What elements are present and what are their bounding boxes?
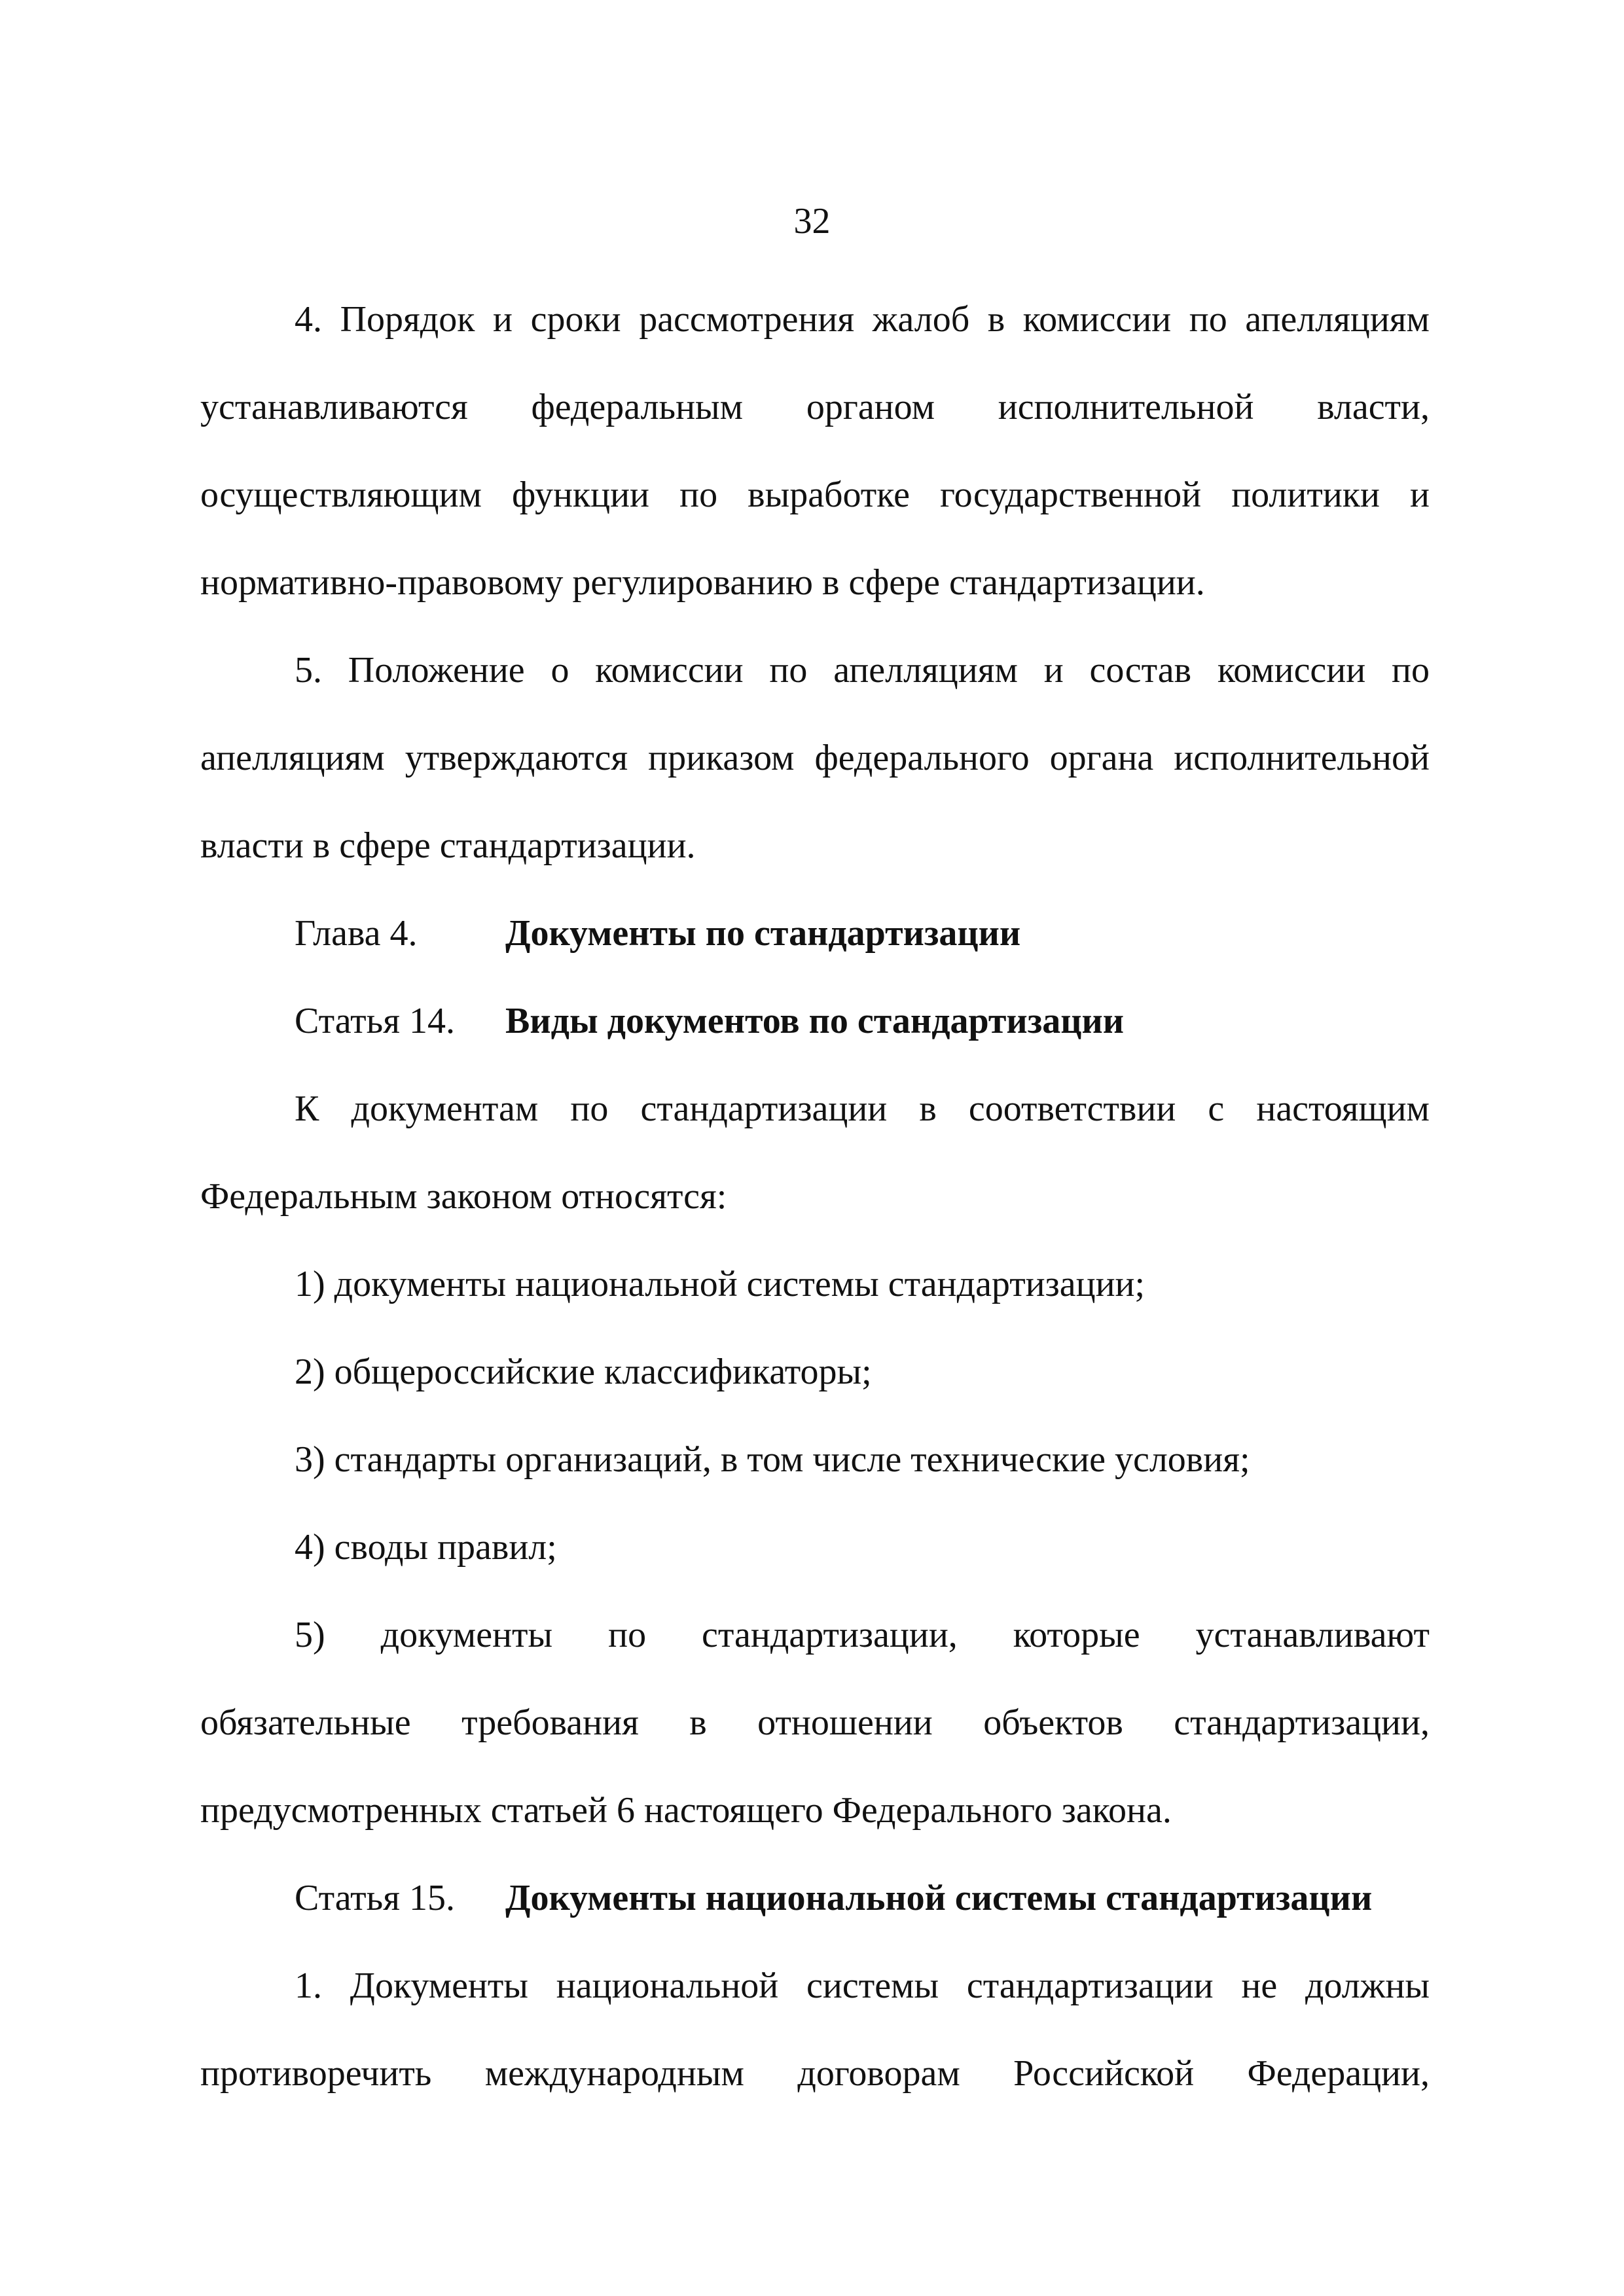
article-14-title: Виды документов по стандартизации [505,1001,1124,1041]
list-item-2: 2) общероссийские классификаторы; [295,1352,872,1392]
article-15-label: Статья 15. [295,1878,455,1918]
article-15-title: Документы национальной системы стандартизации [505,1878,1373,1918]
list-item-3: 3) стандарты организаций, в том числе технические условия; [295,1439,1250,1480]
paragraph-4-line-3: осуществляющим функции по выработке государственной политики и [200,475,1430,515]
list-item-4: 4) своды правил; [295,1527,557,1568]
article-15-heading [295,1872,1372,1924]
paragraph-5-line-2: апелляциям утверждаются приказом федерального органа исполнительной [200,738,1430,778]
article-14-label: Статья 14. [295,1001,455,1041]
paragraph-5-line-3: власти в сфере стандартизации. [200,825,696,866]
article-14-heading [295,995,1124,1047]
paragraph-4-line-2: устанавливаются федеральным органом исполнительной власти, [200,387,1430,427]
paragraph-5-line-1: 5. Положение о комиссии по апелляциям и состав комиссии по [295,650,1430,691]
list-item-1: 1) документы национальной системы стандартизации; [295,1264,1146,1304]
article-15-para-1-line-1: 1. Документы национальной системы стандартизации не должны [295,1965,1430,2006]
list-item-5-line-2: обязательные требования в отношении объектов стандартизации, [200,1702,1430,1743]
list-item-5-line-3: предусмотренных статьей 6 настоящего Федерального закона. [200,1790,1172,1831]
paragraph-4-line-4: нормативно-правовому регулированию в сфере стандартизации. [200,562,1205,603]
chapter-label: Глава 4. [295,913,418,954]
paragraph-4-line-1: 4. Порядок и сроки рассмотрения жалоб в комиссии по апелляциям [295,299,1430,340]
list-item-5-line-1: 5) документы по стандартизации, которые устанавливают [295,1615,1430,1655]
article-14-intro-line-1: К документам по стандартизации в соответствии с настоящим [295,1088,1430,1129]
chapter-heading [295,907,1020,960]
article-15-para-1-line-2: противоречить международным договорам Российской Федерации, [200,2053,1430,2094]
article-14-intro-line-2: Федеральным законом относятся: [200,1176,727,1217]
page-number: 32 [793,201,831,242]
chapter-title: Документы по стандартизации [505,913,1021,954]
